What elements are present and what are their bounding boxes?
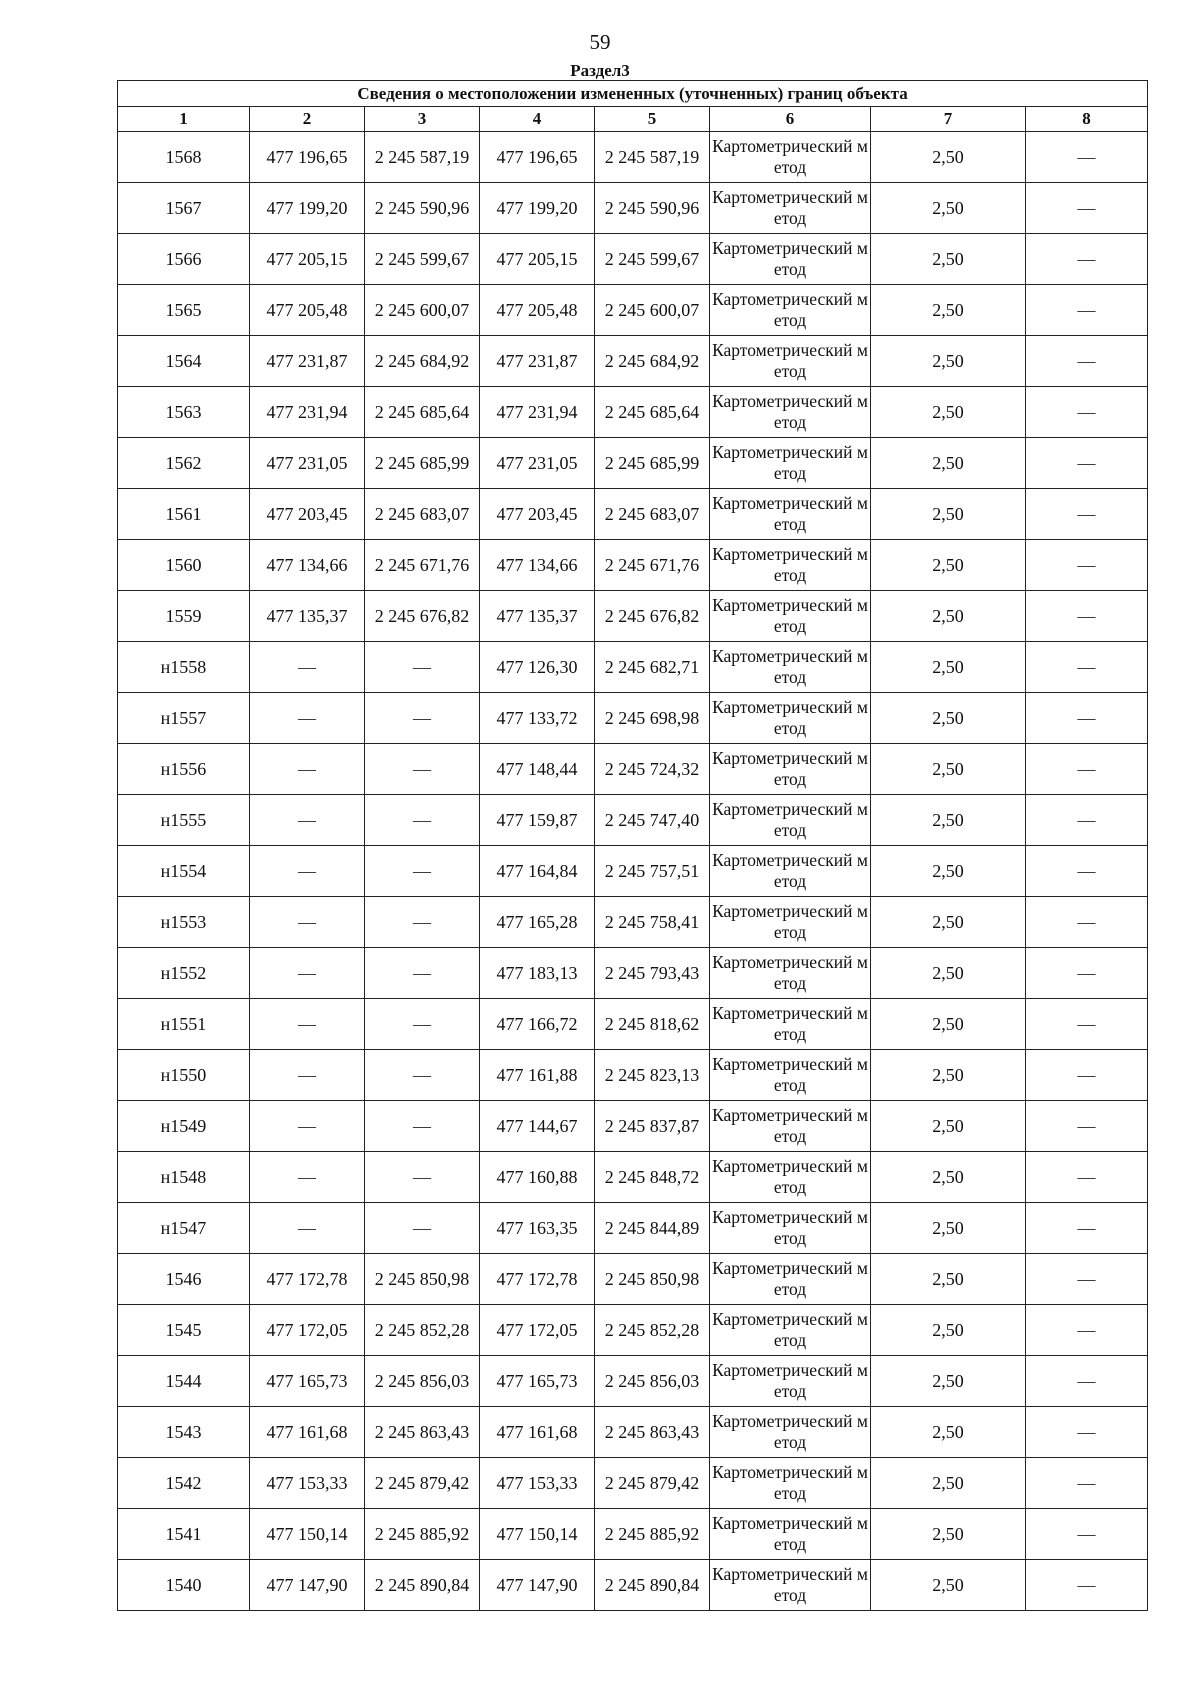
point-number-cell: н1550 — [118, 1050, 250, 1101]
refined-x-cell: 477 205,48 — [480, 285, 595, 336]
table-row — [118, 540, 1148, 591]
refined-y-cell: 2 245 890,84 — [595, 1560, 710, 1611]
description-cell: — — [1026, 438, 1148, 489]
refined-x-cell: 477 144,67 — [480, 1101, 595, 1152]
table-row — [118, 1458, 1148, 1509]
point-number-cell: н1549 — [118, 1101, 250, 1152]
table-body — [118, 132, 1148, 1611]
accuracy-cell: 2,50 — [871, 540, 1026, 591]
accuracy-cell: 2,50 — [871, 1203, 1026, 1254]
description-cell: — — [1026, 1152, 1148, 1203]
accuracy-cell: 2,50 — [871, 795, 1026, 846]
accuracy-cell: 2,50 — [871, 1458, 1026, 1509]
method-cell: Картометрический метод — [710, 795, 871, 846]
table-row — [118, 846, 1148, 897]
refined-x-cell: 477 231,87 — [480, 336, 595, 387]
table-row — [118, 1407, 1148, 1458]
point-number-cell: н1554 — [118, 846, 250, 897]
refined-y-cell: 2 245 818,62 — [595, 999, 710, 1050]
column-number: 3 — [365, 107, 480, 132]
method-cell: Картометрический метод — [710, 1101, 871, 1152]
method-cell: Картометрический метод — [710, 1203, 871, 1254]
existing-x-cell: 477 231,87 — [250, 336, 365, 387]
existing-x-cell: — — [250, 897, 365, 948]
method-cell: Картометрический метод — [710, 591, 871, 642]
method-cell: Картометрический метод — [710, 1560, 871, 1611]
refined-y-cell: 2 245 683,07 — [595, 489, 710, 540]
column-number: 2 — [250, 107, 365, 132]
existing-y-cell: 2 245 850,98 — [365, 1254, 480, 1305]
method-cell: Картометрический метод — [710, 1509, 871, 1560]
method-cell: Картометрический метод — [710, 1305, 871, 1356]
table-row — [118, 285, 1148, 336]
description-cell: — — [1026, 1509, 1148, 1560]
method-cell: Картометрический метод — [710, 1458, 871, 1509]
refined-y-cell: 2 245 684,92 — [595, 336, 710, 387]
method-cell: Картометрический метод — [710, 999, 871, 1050]
existing-y-cell: 2 245 671,76 — [365, 540, 480, 591]
existing-y-cell: 2 245 863,43 — [365, 1407, 480, 1458]
refined-y-cell: 2 245 724,32 — [595, 744, 710, 795]
method-cell: Картометрический метод — [710, 234, 871, 285]
table-row — [118, 642, 1148, 693]
existing-x-cell: 477 147,90 — [250, 1560, 365, 1611]
refined-y-cell: 2 245 823,13 — [595, 1050, 710, 1101]
point-number-cell: 1544 — [118, 1356, 250, 1407]
refined-x-cell: 477 134,66 — [480, 540, 595, 591]
accuracy-cell: 2,50 — [871, 1050, 1026, 1101]
existing-y-cell: — — [365, 693, 480, 744]
description-cell: — — [1026, 183, 1148, 234]
table-row — [118, 1203, 1148, 1254]
point-number-cell: 1567 — [118, 183, 250, 234]
point-number-cell: н1548 — [118, 1152, 250, 1203]
accuracy-cell: 2,50 — [871, 1305, 1026, 1356]
accuracy-cell: 2,50 — [871, 948, 1026, 999]
accuracy-cell: 2,50 — [871, 1560, 1026, 1611]
method-cell: Картометрический метод — [710, 1407, 871, 1458]
method-cell: Картометрический метод — [710, 1356, 871, 1407]
method-cell: Картометрический метод — [710, 1254, 871, 1305]
accuracy-cell: 2,50 — [871, 132, 1026, 183]
refined-x-cell: 477 183,13 — [480, 948, 595, 999]
column-number-row — [118, 107, 1148, 132]
refined-x-cell: 477 196,65 — [480, 132, 595, 183]
refined-x-cell: 477 161,68 — [480, 1407, 595, 1458]
refined-y-cell: 2 245 587,19 — [595, 132, 710, 183]
accuracy-cell: 2,50 — [871, 642, 1026, 693]
description-cell: — — [1026, 132, 1148, 183]
point-number-cell: н1552 — [118, 948, 250, 999]
point-number-cell: 1565 — [118, 285, 250, 336]
existing-x-cell: 477 205,48 — [250, 285, 365, 336]
accuracy-cell: 2,50 — [871, 1407, 1026, 1458]
description-cell: — — [1026, 744, 1148, 795]
refined-x-cell: 477 135,37 — [480, 591, 595, 642]
table-row — [118, 132, 1148, 183]
accuracy-cell: 2,50 — [871, 591, 1026, 642]
refined-x-cell: 477 160,88 — [480, 1152, 595, 1203]
existing-x-cell: — — [250, 1050, 365, 1101]
description-cell: — — [1026, 1407, 1148, 1458]
point-number-cell: 1540 — [118, 1560, 250, 1611]
description-cell: — — [1026, 999, 1148, 1050]
table-row — [118, 387, 1148, 438]
method-cell: Картометрический метод — [710, 132, 871, 183]
description-cell: — — [1026, 1050, 1148, 1101]
point-number-cell: н1556 — [118, 744, 250, 795]
method-cell: Картометрический метод — [710, 693, 871, 744]
point-number-cell: 1564 — [118, 336, 250, 387]
table-row — [118, 948, 1148, 999]
existing-y-cell: 2 245 684,92 — [365, 336, 480, 387]
description-cell: — — [1026, 387, 1148, 438]
existing-y-cell: 2 245 685,64 — [365, 387, 480, 438]
refined-x-cell: 477 148,44 — [480, 744, 595, 795]
method-cell: Картометрический метод — [710, 387, 871, 438]
refined-y-cell: 2 245 885,92 — [595, 1509, 710, 1560]
existing-y-cell: — — [365, 948, 480, 999]
table-row — [118, 336, 1148, 387]
existing-y-cell: — — [365, 999, 480, 1050]
refined-y-cell: 2 245 747,40 — [595, 795, 710, 846]
point-number-cell: н1558 — [118, 642, 250, 693]
existing-y-cell: 2 245 587,19 — [365, 132, 480, 183]
existing-y-cell: 2 245 879,42 — [365, 1458, 480, 1509]
section-title: Раздел3 — [570, 61, 630, 80]
table-row — [118, 234, 1148, 285]
refined-x-cell: 477 165,73 — [480, 1356, 595, 1407]
point-number-cell: 1562 — [118, 438, 250, 489]
point-number-cell: 1568 — [118, 132, 250, 183]
refined-x-cell: 477 165,28 — [480, 897, 595, 948]
existing-x-cell: — — [250, 999, 365, 1050]
table-row — [118, 1560, 1148, 1611]
existing-x-cell: — — [250, 642, 365, 693]
refined-x-cell: 477 231,05 — [480, 438, 595, 489]
description-cell: — — [1026, 1560, 1148, 1611]
existing-x-cell: 477 231,05 — [250, 438, 365, 489]
refined-x-cell: 477 147,90 — [480, 1560, 595, 1611]
table-row — [118, 1152, 1148, 1203]
method-cell: Картометрический метод — [710, 285, 871, 336]
existing-x-cell: 477 135,37 — [250, 591, 365, 642]
point-number-cell: 1563 — [118, 387, 250, 438]
refined-y-cell: 2 245 676,82 — [595, 591, 710, 642]
existing-x-cell: 477 153,33 — [250, 1458, 365, 1509]
description-cell: — — [1026, 1458, 1148, 1509]
method-cell: Картометрический метод — [710, 183, 871, 234]
refined-y-cell: 2 245 863,43 — [595, 1407, 710, 1458]
accuracy-cell: 2,50 — [871, 438, 1026, 489]
existing-x-cell: — — [250, 795, 365, 846]
table-row — [118, 489, 1148, 540]
page-number: 59 — [589, 30, 611, 54]
boundary-coordinates-table — [117, 80, 1148, 1611]
existing-y-cell: — — [365, 744, 480, 795]
table-row — [118, 744, 1148, 795]
accuracy-cell: 2,50 — [871, 1152, 1026, 1203]
existing-y-cell: 2 245 685,99 — [365, 438, 480, 489]
table-row — [118, 693, 1148, 744]
accuracy-cell: 2,50 — [871, 1101, 1026, 1152]
existing-x-cell: — — [250, 846, 365, 897]
existing-y-cell: 2 245 600,07 — [365, 285, 480, 336]
existing-y-cell: 2 245 890,84 — [365, 1560, 480, 1611]
refined-y-cell: 2 245 698,98 — [595, 693, 710, 744]
existing-x-cell: — — [250, 693, 365, 744]
description-cell: — — [1026, 897, 1148, 948]
column-number: 6 — [710, 107, 871, 132]
description-cell: — — [1026, 540, 1148, 591]
point-number-cell: н1551 — [118, 999, 250, 1050]
existing-x-cell: 477 172,05 — [250, 1305, 365, 1356]
refined-x-cell: 477 172,78 — [480, 1254, 595, 1305]
existing-x-cell: — — [250, 948, 365, 999]
accuracy-cell: 2,50 — [871, 1254, 1026, 1305]
refined-x-cell: 477 172,05 — [480, 1305, 595, 1356]
method-cell: Картометрический метод — [710, 1152, 871, 1203]
refined-x-cell: 477 133,72 — [480, 693, 595, 744]
existing-x-cell: 477 205,15 — [250, 234, 365, 285]
method-cell: Картометрический метод — [710, 897, 871, 948]
table-row — [118, 183, 1148, 234]
point-number-cell: н1557 — [118, 693, 250, 744]
existing-y-cell: 2 245 856,03 — [365, 1356, 480, 1407]
point-number-cell: 1543 — [118, 1407, 250, 1458]
refined-x-cell: 477 164,84 — [480, 846, 595, 897]
refined-y-cell: 2 245 856,03 — [595, 1356, 710, 1407]
existing-y-cell: 2 245 885,92 — [365, 1509, 480, 1560]
description-cell: — — [1026, 1356, 1148, 1407]
refined-y-cell: 2 245 758,41 — [595, 897, 710, 948]
description-cell: — — [1026, 234, 1148, 285]
accuracy-cell: 2,50 — [871, 336, 1026, 387]
description-cell: — — [1026, 591, 1148, 642]
point-number-cell: н1555 — [118, 795, 250, 846]
method-cell: Картометрический метод — [710, 744, 871, 795]
accuracy-cell: 2,50 — [871, 693, 1026, 744]
table-row — [118, 897, 1148, 948]
table-caption: Сведения о местоположении измененных (уточненных) границ объекта — [118, 81, 1148, 107]
refined-x-cell: 477 231,94 — [480, 387, 595, 438]
point-number-cell: 1545 — [118, 1305, 250, 1356]
refined-x-cell: 477 126,30 — [480, 642, 595, 693]
existing-y-cell: 2 245 683,07 — [365, 489, 480, 540]
table-row — [118, 1356, 1148, 1407]
table-row — [118, 591, 1148, 642]
description-cell: — — [1026, 846, 1148, 897]
refined-x-cell: 477 166,72 — [480, 999, 595, 1050]
refined-y-cell: 2 245 685,99 — [595, 438, 710, 489]
existing-y-cell: 2 245 852,28 — [365, 1305, 480, 1356]
existing-x-cell: — — [250, 1203, 365, 1254]
point-number-cell: н1553 — [118, 897, 250, 948]
existing-x-cell: 477 150,14 — [250, 1509, 365, 1560]
table-row — [118, 438, 1148, 489]
refined-y-cell: 2 245 848,72 — [595, 1152, 710, 1203]
existing-y-cell: 2 245 590,96 — [365, 183, 480, 234]
existing-x-cell: — — [250, 1101, 365, 1152]
table-row — [118, 795, 1148, 846]
existing-x-cell: 477 196,65 — [250, 132, 365, 183]
point-number-cell: 1559 — [118, 591, 250, 642]
existing-y-cell: 2 245 676,82 — [365, 591, 480, 642]
column-number: 5 — [595, 107, 710, 132]
accuracy-cell: 2,50 — [871, 387, 1026, 438]
existing-y-cell: — — [365, 897, 480, 948]
existing-y-cell: — — [365, 642, 480, 693]
accuracy-cell: 2,50 — [871, 234, 1026, 285]
accuracy-cell: 2,50 — [871, 1509, 1026, 1560]
refined-y-cell: 2 245 837,87 — [595, 1101, 710, 1152]
accuracy-cell: 2,50 — [871, 285, 1026, 336]
refined-y-cell: 2 245 671,76 — [595, 540, 710, 591]
refined-x-cell: 477 153,33 — [480, 1458, 595, 1509]
refined-y-cell: 2 245 599,67 — [595, 234, 710, 285]
method-cell: Картометрический метод — [710, 540, 871, 591]
point-number-cell: 1560 — [118, 540, 250, 591]
refined-x-cell: 477 203,45 — [480, 489, 595, 540]
accuracy-cell: 2,50 — [871, 1356, 1026, 1407]
existing-x-cell: 477 165,73 — [250, 1356, 365, 1407]
table-row — [118, 1101, 1148, 1152]
refined-x-cell: 477 205,15 — [480, 234, 595, 285]
existing-y-cell: 2 245 599,67 — [365, 234, 480, 285]
refined-x-cell: 477 150,14 — [480, 1509, 595, 1560]
point-number-cell: 1561 — [118, 489, 250, 540]
accuracy-cell: 2,50 — [871, 489, 1026, 540]
column-number: 1 — [118, 107, 250, 132]
existing-y-cell: — — [365, 1050, 480, 1101]
refined-x-cell: 477 199,20 — [480, 183, 595, 234]
existing-y-cell: — — [365, 1101, 480, 1152]
refined-y-cell: 2 245 793,43 — [595, 948, 710, 999]
method-cell: Картометрический метод — [710, 336, 871, 387]
method-cell: Картометрический метод — [710, 489, 871, 540]
existing-x-cell: 477 231,94 — [250, 387, 365, 438]
description-cell: — — [1026, 1101, 1148, 1152]
description-cell: — — [1026, 1305, 1148, 1356]
column-number: 4 — [480, 107, 595, 132]
description-cell: — — [1026, 948, 1148, 999]
method-cell: Картометрический метод — [710, 948, 871, 999]
description-cell: — — [1026, 693, 1148, 744]
accuracy-cell: 2,50 — [871, 744, 1026, 795]
existing-y-cell: — — [365, 795, 480, 846]
refined-y-cell: 2 245 852,28 — [595, 1305, 710, 1356]
description-cell: — — [1026, 1254, 1148, 1305]
accuracy-cell: 2,50 — [871, 183, 1026, 234]
table-row — [118, 1050, 1148, 1101]
refined-y-cell: 2 245 682,71 — [595, 642, 710, 693]
method-cell: Картометрический метод — [710, 846, 871, 897]
refined-y-cell: 2 245 600,07 — [595, 285, 710, 336]
description-cell: — — [1026, 489, 1148, 540]
existing-y-cell: — — [365, 1203, 480, 1254]
point-number-cell: 1542 — [118, 1458, 250, 1509]
refined-y-cell: 2 245 879,42 — [595, 1458, 710, 1509]
refined-x-cell: 477 161,88 — [480, 1050, 595, 1101]
point-number-cell: 1546 — [118, 1254, 250, 1305]
column-number: 7 — [871, 107, 1026, 132]
table-row — [118, 999, 1148, 1050]
table-row — [118, 1305, 1148, 1356]
existing-x-cell: 477 199,20 — [250, 183, 365, 234]
existing-y-cell: — — [365, 1152, 480, 1203]
existing-x-cell: 477 203,45 — [250, 489, 365, 540]
existing-x-cell: 477 161,68 — [250, 1407, 365, 1458]
method-cell: Картометрический метод — [710, 642, 871, 693]
refined-x-cell: 477 163,35 — [480, 1203, 595, 1254]
refined-y-cell: 2 245 844,89 — [595, 1203, 710, 1254]
column-number: 8 — [1026, 107, 1148, 132]
existing-x-cell: — — [250, 1152, 365, 1203]
description-cell: — — [1026, 1203, 1148, 1254]
method-cell: Картометрический метод — [710, 1050, 871, 1101]
accuracy-cell: 2,50 — [871, 999, 1026, 1050]
existing-y-cell: — — [365, 846, 480, 897]
point-number-cell: н1547 — [118, 1203, 250, 1254]
refined-y-cell: 2 245 757,51 — [595, 846, 710, 897]
point-number-cell: 1541 — [118, 1509, 250, 1560]
description-cell: — — [1026, 795, 1148, 846]
existing-x-cell: 477 134,66 — [250, 540, 365, 591]
description-cell: — — [1026, 285, 1148, 336]
point-number-cell: 1566 — [118, 234, 250, 285]
table-row — [118, 1509, 1148, 1560]
refined-x-cell: 477 159,87 — [480, 795, 595, 846]
existing-x-cell: — — [250, 744, 365, 795]
refined-y-cell: 2 245 850,98 — [595, 1254, 710, 1305]
accuracy-cell: 2,50 — [871, 897, 1026, 948]
refined-y-cell: 2 245 590,96 — [595, 183, 710, 234]
description-cell: — — [1026, 336, 1148, 387]
accuracy-cell: 2,50 — [871, 846, 1026, 897]
refined-y-cell: 2 245 685,64 — [595, 387, 710, 438]
method-cell: Картометрический метод — [710, 438, 871, 489]
table-row — [118, 1254, 1148, 1305]
description-cell: — — [1026, 642, 1148, 693]
existing-x-cell: 477 172,78 — [250, 1254, 365, 1305]
